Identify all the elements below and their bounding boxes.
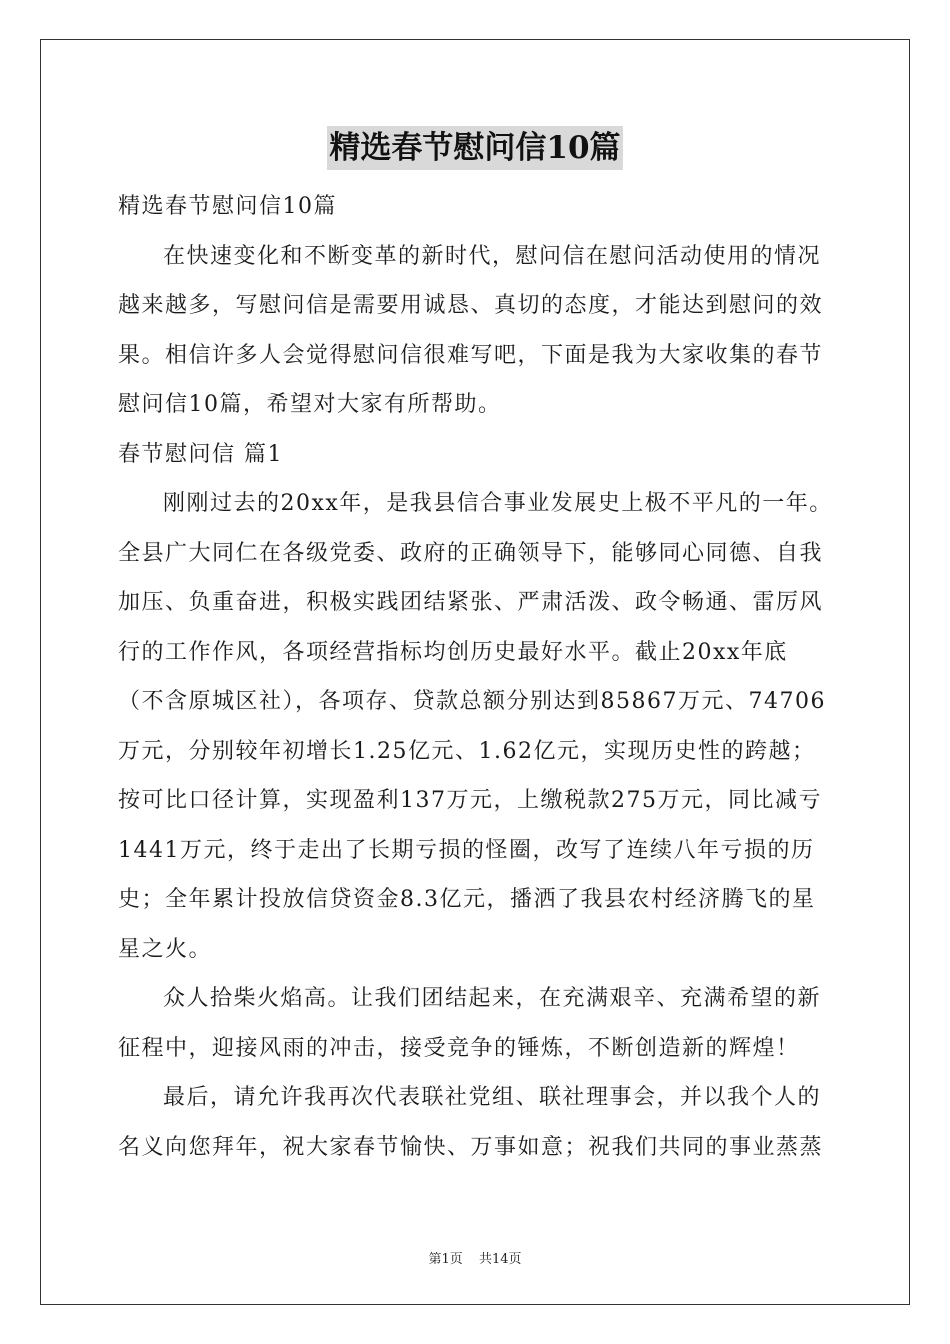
- title-container: [0, 126, 950, 170]
- paragraph-line: 刚刚过去的20xx年，是我县信合事业发展史上极不平凡的一年。: [163, 491, 833, 516]
- paragraph-line: 最后，请允许我再次代表联社党组、联社理事会，并以我个人的: [163, 1085, 822, 1110]
- page-number: 第1页: [428, 1252, 463, 1267]
- paragraph-line: 名义向您拜年，祝大家春节愉快、万事如意；祝我们共同的事业蒸蒸: [118, 1134, 824, 1160]
- page-footer: [0, 1248, 950, 1267]
- document-title: 精选春节慰问信10篇: [327, 126, 622, 170]
- paragraph-line: 万元，分别较年初增长1.25亿元、1.62亿元，实现历史性的跨越；: [118, 738, 816, 764]
- document-body: [118, 182, 838, 1172]
- paragraph-line: 1441万元，终于走出了长期亏损的怪圈，改写了连续八年亏损的历: [118, 837, 815, 863]
- paragraph-line: 按可比口径计算，实现盈利137万元，上缴税款275万元，同比减亏: [118, 788, 822, 813]
- section-heading: 春节慰问信 篇1: [118, 441, 283, 467]
- paragraph-line: 全县广大同仁在各级党委、政府的正确领导下，能够同心同德、自我: [118, 540, 824, 566]
- paragraph-line: 星之火。: [118, 936, 213, 962]
- document-subtitle: 精选春节慰问信10篇: [118, 194, 337, 219]
- intro-line: 慰问信10篇，希望对大家有所帮助。: [118, 392, 502, 417]
- intro-line: 果。相信许多人会觉得慰问信很难写吧，下面是我为大家收集的春节: [118, 342, 824, 368]
- paragraph-line: 众人拾柴火焰高。让我们团结起来，在充满艰辛、充满希望的新: [163, 986, 822, 1011]
- paragraph-line: 行的工作作风，各项经营指标均创历史最好水平。截止20xx年底: [118, 639, 788, 665]
- page-total: 共14页: [478, 1252, 522, 1267]
- paragraph-line: 征程中，迎接风雨的冲击，接受竞争的锤炼，不断创造新的辉煌！: [118, 1035, 800, 1061]
- intro-line: 在快速变化和不断变革的新时代，慰问信在慰问活动使用的情况: [163, 243, 822, 269]
- intro-line: 越来越多，写慰问信是需要用诚恳、真切的态度，才能达到慰问的效: [118, 293, 824, 318]
- paragraph-line: 史；全年累计投放信贷资金8.3亿元，播洒了我县农村经济腾飞的星: [118, 887, 816, 912]
- paragraph-line: （不含原城区社），各项存、贷款总额分别达到85867万元、74706: [118, 689, 826, 714]
- paragraph-line: 加压、负重奋进，积极实践团结紧张、严肃活泼、政令畅通、雷厉风: [118, 590, 824, 615]
